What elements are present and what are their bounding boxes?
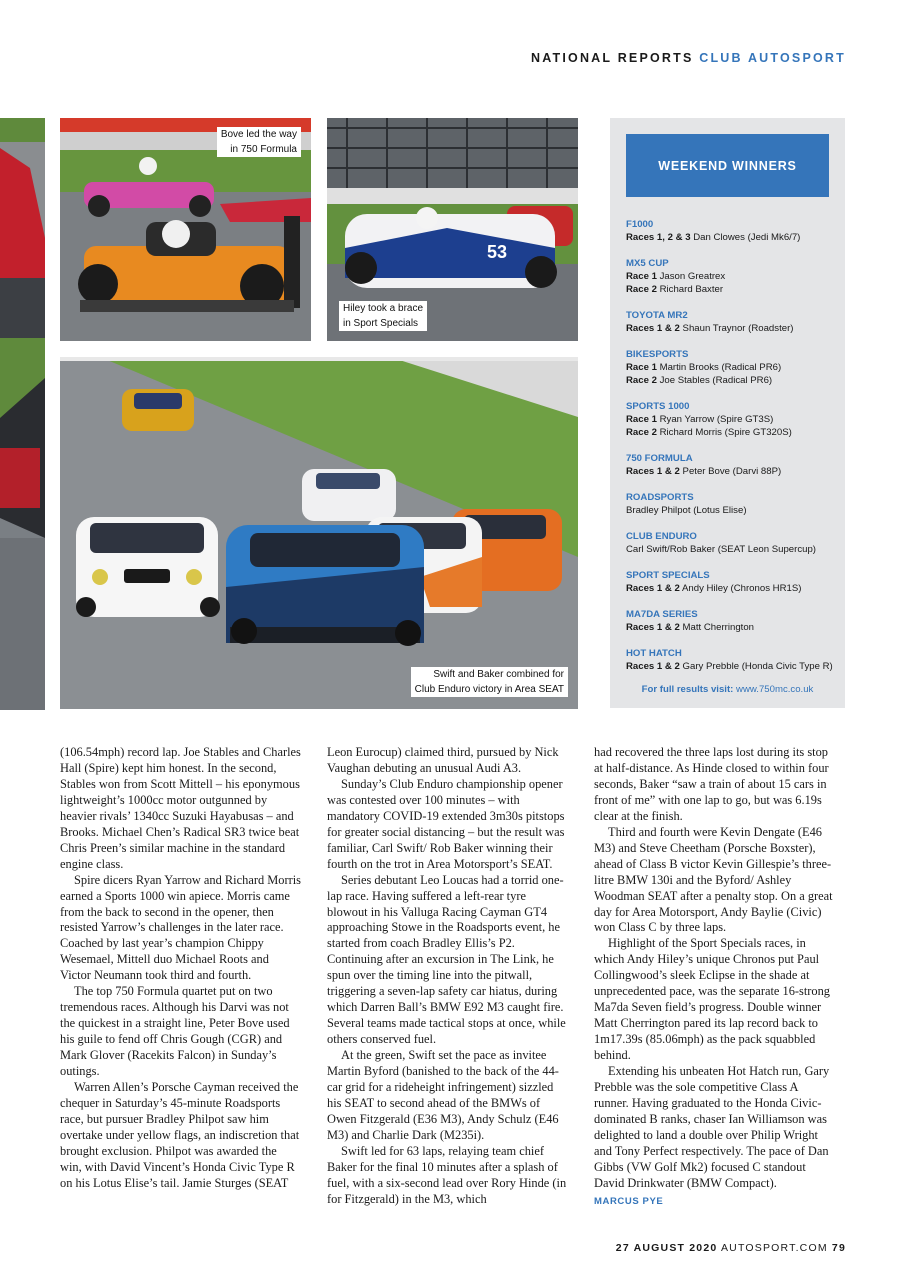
category-name: 750 FORMULA bbox=[626, 453, 693, 464]
white-blue-car-back bbox=[302, 469, 396, 521]
winner-name: Dan Clowes (Jedi Mk6/7) bbox=[690, 232, 801, 243]
race-label: Race 1 bbox=[626, 271, 657, 282]
category-name: MA7DA SERIES bbox=[626, 609, 698, 620]
category-name: BIKESPORTS bbox=[626, 349, 689, 360]
issue-date: 27 AUGUST 2020 bbox=[615, 1242, 718, 1254]
winner-line bbox=[626, 504, 836, 517]
winner-category bbox=[626, 218, 836, 244]
winner-category bbox=[626, 452, 836, 478]
full-results-link[interactable]: www.750mc.co.uk bbox=[733, 684, 814, 695]
race-label: Race 2 bbox=[626, 375, 657, 386]
full-results-note bbox=[610, 684, 845, 695]
winner-name: Martin Brooks (Radical PR6) bbox=[656, 362, 782, 373]
race-label: Races 1 & 2 bbox=[626, 323, 680, 334]
site-name: AUTOSPORT.COM bbox=[720, 1242, 828, 1254]
winner-line bbox=[626, 361, 836, 374]
winner-line bbox=[626, 283, 836, 296]
category-name: ROADSPORTS bbox=[626, 492, 694, 503]
blue-seat-car bbox=[226, 525, 424, 646]
winner-line bbox=[626, 465, 836, 478]
article-paragraph: Warren Allen’s Porsche Cayman received the chequer in Saturday’s 45-minute Roadsports race, but pursuer Bradley Philpot saw him overtake under yellow flags, an indiscretion that brought exclusion. Philpot was awarded the win, with David Vincent’s Honda Civic Type R on his Lotus Elise’s tail. Jamie Sturges (SEAT bbox=[60, 1080, 300, 1190]
article-column-1 bbox=[60, 745, 301, 1192]
photo-750-formula bbox=[60, 118, 311, 341]
winner-line bbox=[626, 413, 836, 426]
winner-line bbox=[626, 582, 836, 595]
caption-sport-specials bbox=[339, 301, 427, 331]
caption-line: Hiley took a brace bbox=[343, 303, 424, 314]
article-paragraph: Third and fourth were Kevin Dengate (E46 M3) and Steve Cheetham (Porsche Boxster), ahead of Class B victor Kevin Gillespie’s three-litre BMW 130i and the Byford/ Ashley Woodman SEAT after a penalty stop. On a great day for Area Motorsport, Andy Baylie (Civic) won Class C by three laps. bbox=[594, 824, 833, 935]
caption-line: in 750 Formula bbox=[230, 144, 297, 155]
winner-name: Richard Baxter bbox=[656, 284, 724, 295]
caption-line: Club Enduro victory in Area SEAT bbox=[414, 684, 564, 695]
full-results-label: For full results visit: bbox=[641, 684, 734, 695]
winner-line bbox=[626, 270, 836, 283]
article-column-2 bbox=[327, 745, 568, 1208]
winner-category bbox=[626, 608, 836, 634]
article-paragraph: (106.54mph) record lap. Joe Stables and Charles Hall (Spire) kept him honest. In the second, Stables won from Scott Mittell – his eponymous lightweight’s 1000cc motor outgunned by heavier rivals’ 1340cc Suzuki Hayabusas – and Brooks. Michael Chen’s Radical SR3 twice beat Chris Preen’s similar machine in the standard engine class. bbox=[60, 745, 301, 871]
race-label: Race 1 bbox=[626, 362, 657, 373]
race-label: Races 1 & 2 bbox=[626, 622, 680, 633]
section-header bbox=[531, 51, 846, 65]
weekend-winners-title: WEEKEND WINNERS bbox=[626, 134, 829, 197]
winner-line bbox=[626, 543, 836, 556]
category-name: HOT HATCH bbox=[626, 648, 682, 659]
winner-category bbox=[626, 530, 836, 556]
article-paragraph: Sunday’s Club Enduro championship opener was contested over 100 minutes – with mandatory COVID-19 extended 3m30s pitstops for greater social distancing – but the result was familiar, Carl Swift/ Rob Baker winning their fourth on the trot in Area Motorsport’s SEAT. bbox=[327, 776, 565, 871]
winner-name: Richard Morris (Spire GT320S) bbox=[656, 427, 792, 438]
white-bmw-car bbox=[76, 517, 220, 617]
winner-name: Matt Cherrington bbox=[679, 622, 754, 633]
winner-name: Gary Prebble (Honda Civic Type R) bbox=[679, 661, 833, 672]
article-paragraph: The top 750 Formula quartet put on two tremendous races. Although his Darvi was not the quickest in a straight line, Peter Bove used his guile to fend off Chris Gough (CGR) and Mark Glover (Racekits Falcon) in Sunday’s outings. bbox=[60, 984, 290, 1079]
category-name: MX5 CUP bbox=[626, 258, 669, 269]
winner-category bbox=[626, 647, 836, 673]
article-paragraph: Series debutant Leo Loucas had a torrid one-lap race. Having suffered a left-rear tyre blowout in his Valluga Racing Cayman GT4 approaching Stowe in the Roadsports event, he started from coach Bradley Ellis’s P2. Continuing after an excursion in The Link, he spun over the timing line into the pitwall, triggering a seven-lap safety car hiatus, during which Darren Ball’s BMW E92 M3 caught fire. Several teams made tactical stops at once, while others conserved fuel. bbox=[327, 872, 566, 1047]
winner-category bbox=[626, 400, 836, 439]
category-name: F1000 bbox=[626, 219, 654, 230]
race-label: Races 1, 2 & 3 bbox=[626, 232, 691, 243]
winner-line bbox=[626, 231, 836, 244]
photo-club-enduro-graphic bbox=[60, 357, 578, 709]
photo-sport-specials bbox=[327, 118, 578, 341]
race-label: Races 1 & 2 bbox=[626, 661, 680, 672]
article-paragraph: At the green, Swift set the pace as invitee Martin Byford (banished to the back of the 44-car grid for a rideheight infringement) sizzled his SEAT to second ahead of the BMWs of Owen Fitzgerald (E36 M3), Andy Schulz (E46 M3) and Charlie Dark (M235i). bbox=[327, 1048, 559, 1142]
category-name: TOYOTA MR2 bbox=[626, 310, 688, 321]
caption-line: in Sport Specials bbox=[343, 318, 419, 329]
section-name: NATIONAL REPORTS bbox=[531, 51, 694, 65]
article-column-3 bbox=[594, 745, 835, 1210]
blue-white-race-car bbox=[345, 207, 557, 288]
photo-club-enduro bbox=[60, 357, 578, 709]
yellow-car bbox=[122, 389, 194, 431]
article-paragraph: Swift led for 63 laps, relaying team chief Baker for the final 10 minutes after a splash of fuel, with a six-second lead over Rory Hinde (in for Fitzgerald) in the M3, which bbox=[327, 1143, 567, 1206]
winner-name: Shaun Traynor (Roadster) bbox=[679, 323, 794, 334]
winner-line bbox=[626, 374, 836, 387]
race-label: Race 2 bbox=[626, 427, 657, 438]
caption-line: Bove led the way bbox=[220, 129, 297, 140]
winner-line bbox=[626, 621, 836, 634]
winner-line bbox=[626, 322, 836, 335]
edge-photo bbox=[0, 118, 45, 710]
caption-750-formula bbox=[217, 127, 301, 157]
category-name: SPORT SPECIALS bbox=[626, 570, 710, 581]
race-label: Race 2 bbox=[626, 284, 657, 295]
race-label: Race 1 bbox=[626, 414, 657, 425]
article-paragraph: Spire dicers Ryan Yarrow and Richard Morris earned a Sports 1000 win apiece. Morris came from the back to second in the opener, then resisted Yarrow’s challenges in the later race. Coached by last year’s champion Chippy Wesemael, Mittell duo Michael Roots and Victor Neumann took third and fourth. bbox=[60, 872, 301, 983]
winner-line bbox=[626, 660, 836, 673]
article-paragraph: Extending his unbeaten Hot Hatch run, Gary Prebble was the sole competitive Class A runner. Having graduated to the Honda Civic-dominated B ranks, chaser Ian Williamson was delighted to land a double over Philip Wright and Tony Perfect respectively. The pace of Dan Gibbs (VW Golf Mk2) focused C standout David Drinkwater (BMW Compact). bbox=[594, 1064, 830, 1190]
race-label: Races 1 & 2 bbox=[626, 466, 680, 477]
svg-text:53: 53 bbox=[487, 242, 508, 262]
article-paragraph: Highlight of the Sport Specials races, in which Andy Hiley’s unique Chronos put Paul Collingwood’s sleek Eclipse in the shade at unprecedented pace, was the separate 16-strong Ma7da Seven field’s progress. Double winner Matt Cherrington pared its lap record back to 1m17.39s (85.06mph) as the pack squabbled behind. bbox=[594, 936, 831, 1063]
winner-name: Bradley Philpot (Lotus Elise) bbox=[626, 505, 747, 516]
category-name: CLUB ENDURO bbox=[626, 531, 697, 542]
race-label: Races 1 & 2 bbox=[626, 583, 680, 594]
winner-category bbox=[626, 257, 836, 296]
winner-name: Jason Greatrex bbox=[656, 271, 726, 282]
winner-line bbox=[626, 426, 836, 439]
winner-name: Joe Stables (Radical PR6) bbox=[656, 375, 773, 386]
edge-photo-graphic bbox=[0, 118, 45, 710]
winner-category bbox=[626, 491, 836, 517]
category-name: SPORTS 1000 bbox=[626, 401, 690, 412]
page-footer bbox=[616, 1242, 846, 1254]
winners-list bbox=[626, 218, 836, 686]
article-paragraph: had recovered the three laps lost during its stop at half-distance. As Hinde closed to within four seconds, Baker “saw a train of about 15 cars in front of me” with one lap to go, but was 6.19s clear at the finish. bbox=[594, 745, 829, 823]
winner-name: Andy Hiley (Chronos HR1S) bbox=[679, 583, 802, 594]
article-paragraph: Leon Eurocup) claimed third, pursued by Nick Vaughan debuting an unusual Audi A3. bbox=[327, 745, 559, 775]
page-number: 79 bbox=[831, 1242, 846, 1254]
caption-line: Swift and Baker combined for bbox=[433, 669, 564, 680]
winner-category bbox=[626, 309, 836, 335]
winner-category bbox=[626, 348, 836, 387]
author-byline: MARCUS PYE bbox=[594, 1195, 664, 1207]
caption-club-enduro bbox=[411, 667, 568, 697]
winner-name: Carl Swift/Rob Baker (SEAT Leon Supercup) bbox=[626, 544, 817, 555]
winner-name: Ryan Yarrow (Spire GT3S) bbox=[656, 414, 774, 425]
weekend-winners-panel bbox=[610, 118, 845, 708]
winner-category bbox=[626, 569, 836, 595]
winner-name: Peter Bove (Darvi 88P) bbox=[679, 466, 782, 477]
magazine-name: CLUB AUTOSPORT bbox=[699, 51, 846, 65]
